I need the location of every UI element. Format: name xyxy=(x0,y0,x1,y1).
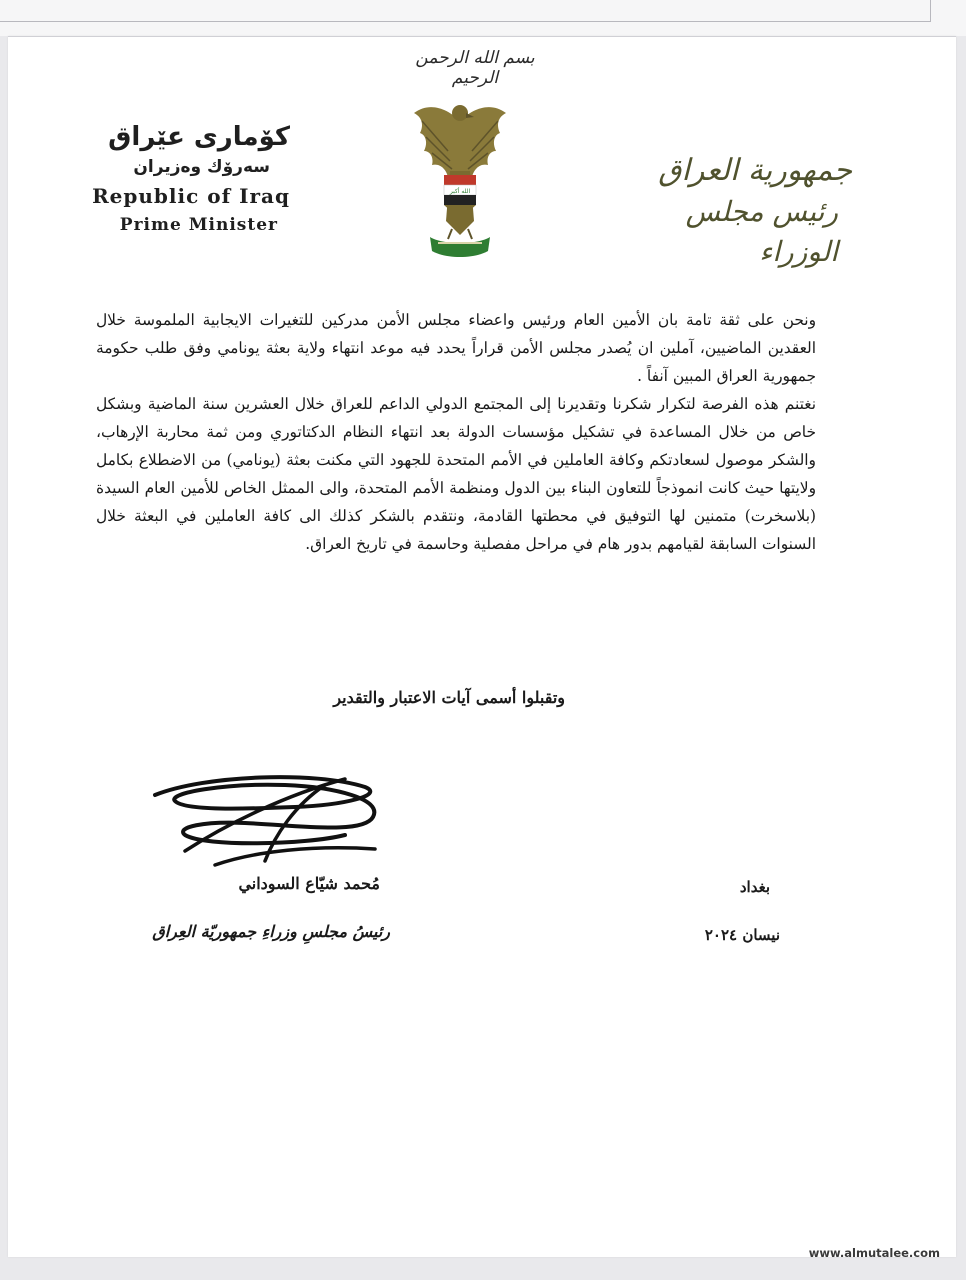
letter-date: نيسان ٢٠٢٤ xyxy=(704,926,780,944)
closing-line: وتقبلوا أسمى آيات الاعتبار والتقدير xyxy=(333,688,565,707)
iraq-eagle-emblem-icon xyxy=(408,91,512,267)
letter-place: بغداد xyxy=(739,878,770,896)
previous-page-edge xyxy=(0,0,966,36)
site-watermark: www.almutalee.com xyxy=(808,1246,940,1260)
handwritten-signature xyxy=(145,765,395,875)
paragraph-1: ونحن على ثقة تامة بان الأمين العام ورئيس واعضاء مجلس الأمن مدركين للتغيرات الايجابية الملموسة خلال العقدين الماضيين، آملين ان يُصدر مجلس الأمن قراراً يحدد فيه موعد انتهاء ولاية بعثة يونامي وفق طلب حكومة جمهورية العراق المبين آنفاً . xyxy=(96,311,816,385)
header-right-arabic xyxy=(620,150,852,272)
page-edge-corner xyxy=(930,0,931,22)
signer-title: رئيسُ مجلسِ وزراءِ جمهوريّة العِراق xyxy=(152,922,390,941)
svg-text:الله أكبر: الله أكبر xyxy=(449,188,471,195)
arabic-republic-title: جمهورية العراق xyxy=(658,153,852,188)
kurdish-pm-title: سەرۆك وەزيران xyxy=(133,157,270,177)
english-pm-title: Prime Minister xyxy=(119,215,278,235)
arabic-pm-title: رئيس مجلس الوزراء xyxy=(685,195,838,268)
kurdish-republic-title: كۆمارى عێراق xyxy=(108,122,290,152)
page-edge-line xyxy=(0,21,930,22)
paragraph-2: نغتنم هذه الفرصة لتكرار شكرنا وتقديرنا إلى المجتمع الدولي الداعم للعراق خلال العشرين سنة الماضية وبشكل خاص من خلال المساعدة في تشكيل مؤسسات الدولة بعد انتهاء النظام الدكتاتوري ومن ثمة محاربة الإرهاب، والشكر موصول لسعادتكم وكافة العاملين في الأمم المتحدة للجهود التي مكنت بعثة (يونامي) من الاضطلاع بكامل ولايتها حيث كانت انموذجاً للتعاون البناء بين الدول ومنظمة الأمم المتحدة، والى الممثل الخاص للأمين العام السيدة (بلاسخرت) متمنين لها التوفيق في محطتها القادمة، ونتقدم بالشكر كذلك الى كافة العاملين في البعثة خلال السنوات السابقة لقيامهم بدور هام في مراحل مفصلية وحاسمة في تاريخ العراق. xyxy=(96,395,816,553)
english-republic-title: Republic of Iraq xyxy=(92,184,290,208)
bismillah: بسم الله الرحمن الرحيم xyxy=(415,48,535,88)
signer-name: مُحمد شيّاع السوداني xyxy=(238,874,380,893)
header-left-kurdish-english xyxy=(80,120,290,238)
letter-body xyxy=(96,306,816,558)
